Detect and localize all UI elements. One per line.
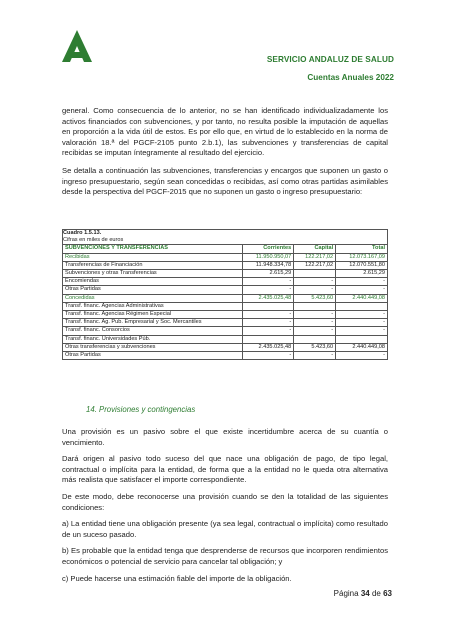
table-header-row: [63, 245, 388, 253]
table-cell-corrientes: -: [242, 311, 293, 319]
section-paragraph: De este modo, debe reconocerse una provisión cuando se den la totalidad de las siguientes condiciones:: [62, 491, 388, 512]
table-cell-capital: [294, 270, 336, 278]
table-cell-corrientes: 2.615,29: [242, 270, 293, 278]
table-header-corrientes: Corrientes: [242, 245, 293, 253]
table-cell-total: -: [336, 311, 388, 319]
table-cell-corrientes: -: [242, 327, 293, 335]
section-paragraph: c) Puede hacerse una estimación fiable del importe de la obligación.: [62, 573, 292, 583]
header-organization: SERVICIO ANDALUZ DE SALUD: [266, 55, 394, 64]
table-cell-capital: -: [294, 311, 336, 319]
table-cell-total: -: [336, 286, 388, 294]
subsidies-table: [62, 229, 388, 360]
table-header-capital: Capital: [294, 245, 336, 253]
table-cell-total: [336, 302, 388, 310]
table-cell-corrientes: -: [242, 286, 293, 294]
table-cell-label: Transf. financ. Ag. Pub. Empresarial y Soc. Mercantiles: [63, 319, 243, 327]
table-header-total: Total: [336, 245, 388, 253]
table-cell-corrientes: [242, 335, 293, 343]
table-body: [63, 253, 388, 360]
table-cell-corrientes: 11.948.334,78: [242, 261, 293, 269]
table-cell-corrientes: 2.435.025,48: [242, 294, 293, 302]
section-paragraph: Dará origen al pasivo todo suceso del que nace una obligación de pago, de tipo legal, contractual o implícita para la entidad, de forma que a la entidad no le queda otra alternativa más realista que satisfacer el importe correspondiente.: [62, 454, 388, 485]
table-row: [63, 335, 388, 343]
table-cell-capital: [294, 335, 336, 343]
table-row: [63, 302, 388, 310]
table-cell-capital: -: [294, 352, 336, 360]
table-cell-label: Transf. financ. Agencias Administrativas: [63, 302, 243, 310]
table-row: [63, 261, 388, 269]
table-cell-capital: 122.217,02: [294, 261, 336, 269]
table-cell-label: Otras Partidas: [63, 352, 243, 360]
table-cell-capital: 122.217,02: [294, 253, 336, 261]
table-row: [63, 278, 388, 286]
table-cell-label: Transferencias de Financiación: [63, 261, 243, 269]
table-cell-total: 2.440.449,08: [336, 343, 388, 351]
table-cell-label: Subvenciones y otras Transferencias: [63, 270, 243, 278]
page-word: Página: [333, 589, 359, 598]
section-paragraph: Una provisión es un pasivo sobre el que existe incertidumbre acerca de su cuantía o vencimiento.: [62, 427, 388, 447]
table-cell-label: Encomiendas: [63, 278, 243, 286]
table-cell-total: 2.615,29: [336, 270, 388, 278]
table-cell-total: 12.073.167,09: [336, 253, 388, 261]
table-cell-label: Transf. financ. Universidades Púb.: [63, 335, 243, 343]
table-cell-total: 2.440.449,08: [336, 294, 388, 302]
table-caption: Cuadro 1.5.13.: [63, 230, 388, 238]
table-cell-capital: -: [294, 319, 336, 327]
page-footer: [334, 589, 392, 598]
table-cell-label: Otras Partidas: [63, 286, 243, 294]
table-cell-corrientes: 2.435.025,48: [242, 343, 293, 351]
paragraph-1: general. Como consecuencia de lo anterior, no se han identificado individualizadamente los activos financiados con subvenciones, y por tanto, no resulta posible la imputación de aquellas en proporción a la vida útil de estos. Es por ello que, en virtud de lo establecido en la norma de valoración 18.ª del PGCF-2105 punto 2.b.1), las subvenciones y transferencias de capital recibidas se imputan íntegramente al resultado del ejercicio.: [62, 106, 388, 158]
table-cell-total: -: [336, 327, 388, 335]
table-cell-corrientes: [242, 302, 293, 310]
table-cell-capital: 5.423,60: [294, 343, 336, 351]
table-header-label: SUBVENCIONES Y TRANSFERENCIAS: [63, 245, 243, 253]
table-cell-label: Recibidas: [63, 253, 243, 261]
table-row: [63, 319, 388, 327]
page-number: 34: [360, 589, 370, 598]
header-document-title: Cuentas Anuales 2022: [307, 73, 394, 82]
table-cell-label: Concedidas: [63, 294, 243, 302]
page-total: 63: [383, 589, 392, 598]
table-cell-capital: 5.423,60: [294, 294, 336, 302]
table-row: [63, 327, 388, 335]
table-cell-corrientes: 11.950.950,07: [242, 253, 293, 261]
section-body: [62, 427, 388, 590]
table-cell-capital: -: [294, 327, 336, 335]
body-top: [62, 106, 388, 198]
subsidies-table-container: [62, 229, 388, 360]
table-units: Cifras en miles de euros: [63, 237, 388, 245]
table-row: [63, 286, 388, 294]
paragraph-2: Se detalla a continuación las subvenciones, transferencias y encargos que suponen un gasto o ingreso presupuestario, según sean concedidas o recibidas, así como otras partidas asimilables desde la perspectiva del PGCF-2015 que no suponen un gasto o ingreso presupuestario:: [62, 165, 388, 197]
table-row: [63, 253, 388, 261]
table-cell-capital: -: [294, 278, 336, 286]
table-row: [63, 270, 388, 278]
page-of: de: [371, 589, 381, 598]
table-cell-total: [336, 335, 388, 343]
table-cell-label: Transf. financ. Consorcios: [63, 327, 243, 335]
section-paragraph: a) La entidad tiene una obligación presente (ya sea legal, contractual o implícita) como resultado de un suceso pasado.: [62, 519, 388, 539]
table-cell-corrientes: -: [242, 352, 293, 360]
table-cell-label: Transf. financ. Agencias Régimen Especial: [63, 311, 243, 319]
table-cell-total: -: [336, 278, 388, 286]
table-row: [63, 352, 388, 360]
table-cell-capital: -: [294, 286, 336, 294]
table-row: [63, 311, 388, 319]
table-cell-label: Otras transferencias y subvenciones: [63, 343, 243, 351]
table-row: [63, 343, 388, 351]
table-cell-total: -: [336, 319, 388, 327]
section-title: 14. Provisiones y contingencias: [86, 405, 196, 414]
table-cell-capital: [294, 302, 336, 310]
junta-andalucia-logo: [62, 30, 92, 62]
table-row: [63, 294, 388, 302]
table-cell-corrientes: -: [242, 278, 293, 286]
section-paragraph: b) Es probable que la entidad tenga que desprenderse de recursos que incorporen rendimientos económicos o potencial de servicio para cancelar tal obligación; y: [62, 546, 388, 566]
table-cell-total: 12.070.551,80: [336, 261, 388, 269]
table-cell-total: -: [336, 352, 388, 360]
table-cell-corrientes: -: [242, 319, 293, 327]
